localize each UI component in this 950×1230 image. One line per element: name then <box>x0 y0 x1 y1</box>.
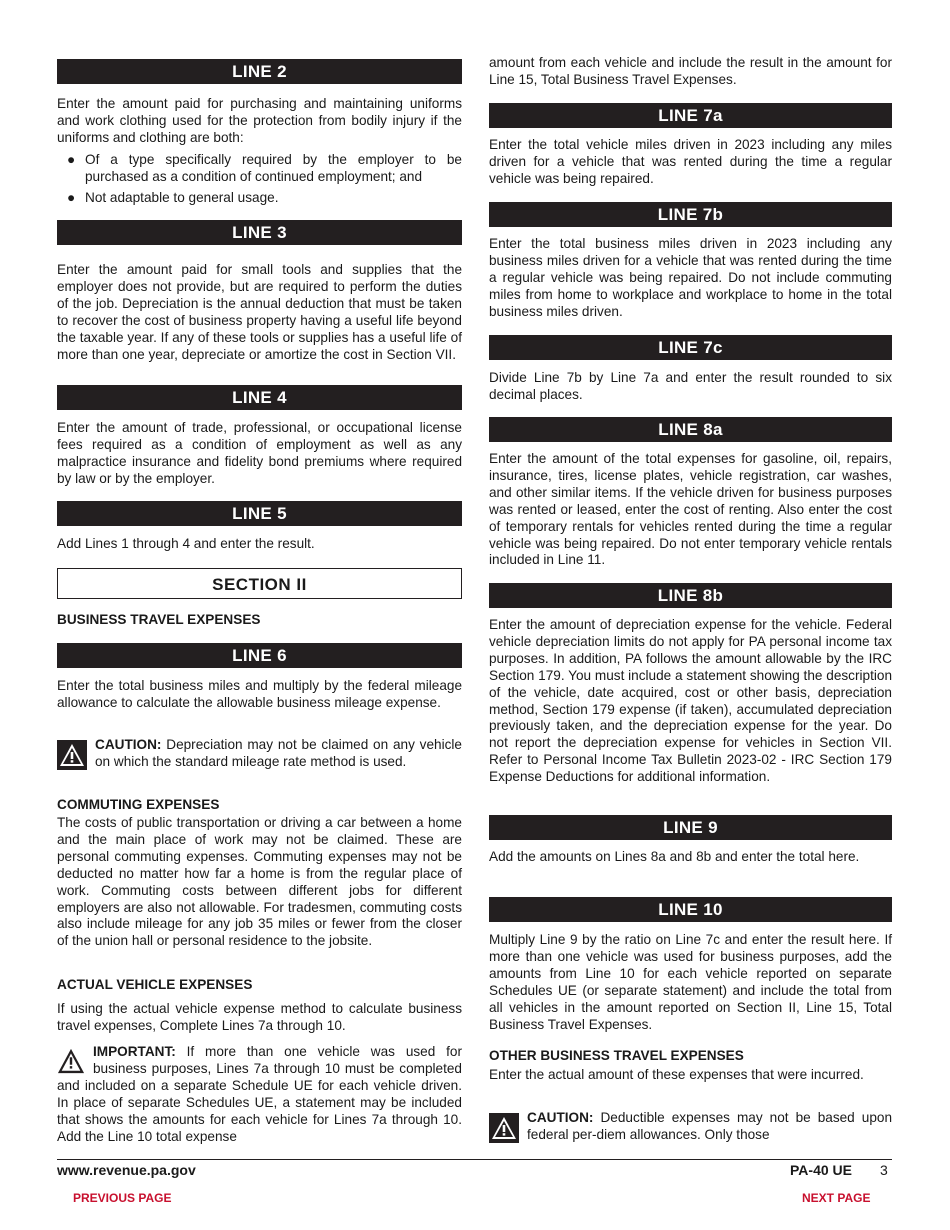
important-callout <box>57 1044 462 1145</box>
line-2-bullets <box>57 152 462 207</box>
line-5-header: LINE 5 <box>57 501 462 526</box>
footer-website: www.revenue.pa.gov <box>57 1162 196 1178</box>
line-10-body <box>489 932 892 1033</box>
footer-form-id: PA-40 UE <box>790 1162 852 1178</box>
line-7b-body <box>489 236 892 321</box>
line-7a-text: Enter the total vehicle miles driven in 2023 including any miles driven for a vehicle that was rented during the time a regular vehicle was being repaired. <box>489 137 892 186</box>
commuting-body <box>57 815 462 950</box>
warning-triangle-icon <box>57 740 87 770</box>
line-9-text: Add the amounts on Lines 8a and 8b and enter the total here. <box>489 849 860 864</box>
caution-label: CAUTION: <box>527 1110 594 1125</box>
line-4-header: LINE 4 <box>57 385 462 410</box>
line-7c-text: Divide Line 7b by Line 7a and enter the result rounded to six decimal places. <box>489 370 892 402</box>
line-3-header: LINE 3 <box>57 220 462 245</box>
business-travel-subhead: BUSINESS TRAVEL EXPENSES <box>57 612 261 627</box>
important-label: IMPORTANT: <box>93 1044 176 1059</box>
list-item: ● Not adaptable to general usage. <box>67 189 279 205</box>
caution-label: CAUTION: <box>95 737 162 752</box>
line-6-header: LINE 6 <box>57 643 462 668</box>
other-travel-body <box>489 1067 892 1084</box>
line-10-header: LINE 10 <box>489 897 892 922</box>
line-3-text: Enter the amount paid for small tools and supplies that the employer does not provide, but are required to perform the duties of the job. Depreciation is the annual deduction that must be taken to recover the cost of business property having a useful life beyond the taxable year. If any of these tools or supplies has a useful life of more than one year, depreciate or amortize the cost in Section VII. <box>57 262 462 362</box>
actual-vehicle-subhead: ACTUAL VEHICLE EXPENSES <box>57 977 253 992</box>
line-9-header: LINE 9 <box>489 815 892 840</box>
previous-page-link[interactable]: PREVIOUS PAGE <box>73 1191 172 1205</box>
line-8a-body <box>489 451 892 569</box>
line-5-body <box>57 536 462 553</box>
line-8b-text: Enter the amount of depreciation expense for the vehicle. Federal vehicle depreciation limits do not apply for PA personal income tax purposes. In addition, PA follows the amount allowable by the IRC Section 179. You must include a statement showing the description of the vehicle, date acquired, cost or other basis, depreciation method, Section 179 expense (if taken), accumulated depreciation previously taken, and the depreciation expense for the year. Do not report the depreciation expense for vehicles in Section VII. Refer to Personal Income Tax Bulletin 2023-02 - IRC Section 179 Expense Deductions for additional information. <box>489 617 892 785</box>
line-8b-header: LINE 8b <box>489 583 892 608</box>
line-8a-header: LINE 8a <box>489 417 892 442</box>
actual-vehicle-text: If using the actual vehicle expense method to calculate business travel expenses, Complete Lines 7a through 10. <box>57 1001 462 1033</box>
line-7c-header: LINE 7c <box>489 335 892 360</box>
footer-page-number: 3 <box>880 1162 888 1178</box>
important-text: If more than one vehicle was used for business purposes, Lines 7a through 10 must be completed and included on a separate Schedule UE for each vehicle driven. In place of separate Schedules UE, a statement may be included that shows the amounts for each vehicle for Lines 7a through 10. Add the Line 10 total expense <box>57 1044 462 1144</box>
footer-divider <box>57 1159 892 1160</box>
line-7c-body <box>489 370 892 404</box>
continued-text: amount from each vehicle and include the result in the amount for Line 15, Total Business Travel Expenses. <box>489 55 892 87</box>
line-3-body <box>57 262 462 363</box>
other-travel-caution <box>489 1110 892 1144</box>
line-4-body <box>57 420 462 488</box>
continued-text-block <box>489 55 892 89</box>
line-2-text: Enter the amount paid for purchasing and maintaining uniforms and work clothing used for the protection from bodily injury if the uniforms and clothing are both: <box>57 96 462 145</box>
line-7a-header: LINE 7a <box>489 103 892 128</box>
line-7b-text: Enter the total business miles driven in 2023 including any business miles driven for a vehicle that was rented during the time a regular vehicle was being repaired. Do not include commuting miles from home to workplace and workplace to home in the total business miles driven. <box>489 236 892 319</box>
line-7b-header: LINE 7b <box>489 202 892 227</box>
line-6-caution <box>57 737 462 771</box>
line-6-body <box>57 678 462 712</box>
caution-text: Depreciation may not be claimed on any vehicle on which the standard mileage rate method is used. <box>95 737 462 769</box>
warning-triangle-icon <box>489 1113 519 1143</box>
line-2-header: LINE 2 <box>57 59 462 84</box>
line-8b-body <box>489 617 892 786</box>
line-2-body <box>57 96 462 210</box>
line-7a-body <box>489 137 892 188</box>
warning-triangle-icon <box>57 1047 85 1075</box>
next-page-link[interactable]: NEXT PAGE <box>802 1191 871 1205</box>
line-10-text: Multiply Line 9 by the ratio on Line 7c and enter the result here. If more than one vehicle was used for business purposes, add the amounts from Line 10 for each vehicle reported on separate Schedules UE (or separate statement) and include the total from all vehicles in the amount reported on Section II, Line 15, Total Business Travel Expenses. <box>489 932 892 1032</box>
commuting-subhead: COMMUTING EXPENSES <box>57 797 220 812</box>
line-5-text: Add Lines 1 through 4 and enter the result. <box>57 536 315 551</box>
other-travel-text: Enter the actual amount of these expenses that were incurred. <box>489 1067 864 1082</box>
other-travel-subhead: OTHER BUSINESS TRAVEL EXPENSES <box>489 1048 744 1063</box>
line-4-text: Enter the amount of trade, professional, or occupational license fees required as a condition of employment as well as any malpractice insurance and fidelity bond premiums where required by law or by the employer. <box>57 420 462 486</box>
line-6-text: Enter the total business miles and multiply by the federal mileage allowance to calculate the allowable business mileage expense. <box>57 678 462 710</box>
actual-vehicle-body <box>57 1001 462 1035</box>
list-item: ● Of a type specifically required by the employer to be purchased as a condition of continued employment; and <box>67 151 462 184</box>
line-9-body <box>489 849 892 866</box>
caution-text: Deductible expenses may not be based upon federal per-diem allowances. Only those <box>527 1110 893 1142</box>
line-8a-text: Enter the amount of the total expenses for gasoline, oil, repairs, insurance, tires, license plates, vehicle registration, car washes, and other similar items. If the vehicle driven for business purposes was rented or leased, enter the cost of renting. Also enter the cost of temporary rentals for vehicles rented during the time a regular vehicle was being repaired. Do not enter temporary vehicle rentals included in Line 11. <box>489 451 892 568</box>
commuting-text: The costs of public transportation or driving a car between a home and the main place of work may not be claimed. These are personal commuting expenses. Commuting expenses may not be deducted no matter how far a home is from the regular place of work. Commuting costs between different jobs for different employers are also not allowable. For tradesmen, commuting costs also include mileage for any job 35 miles or fewer from the closer of the union hall or personal residence to the jobsite. <box>57 815 462 949</box>
section-ii-title: SECTION II <box>57 568 462 599</box>
